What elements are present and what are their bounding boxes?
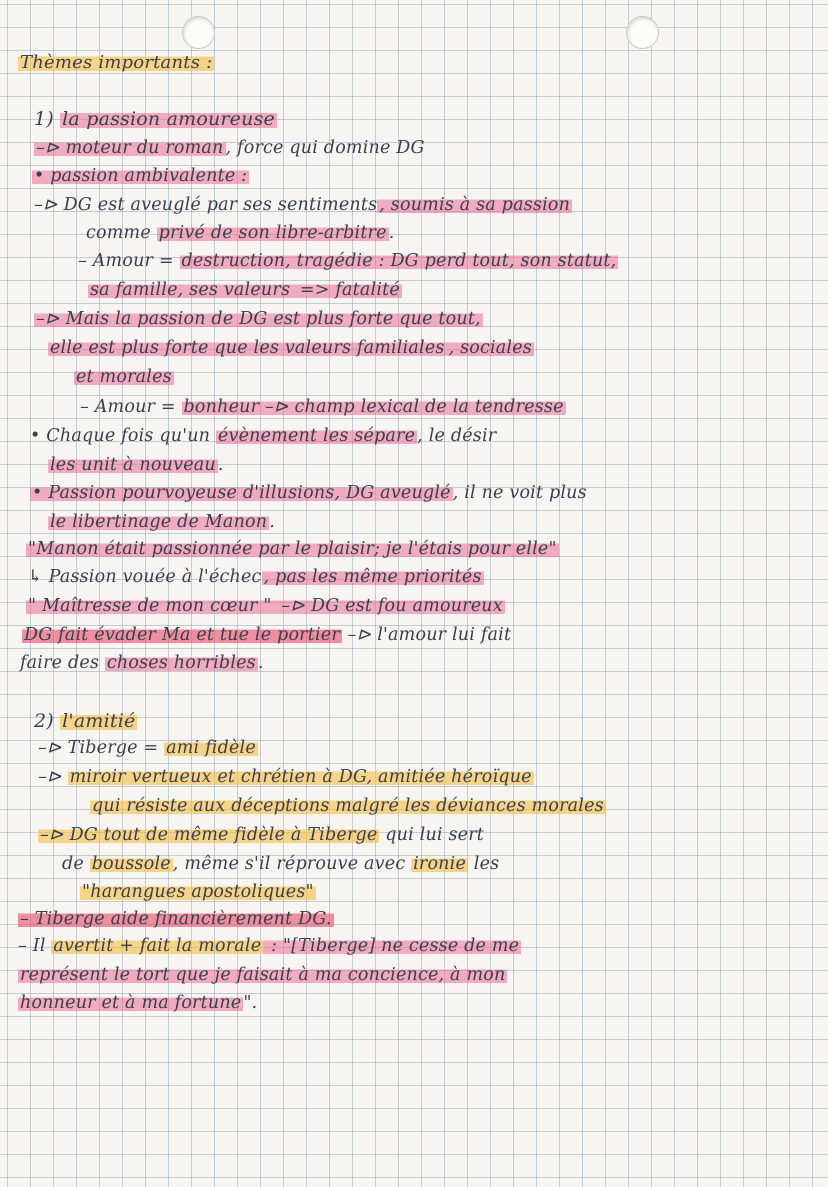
text-span: DG fait évader Ma et tue le portier xyxy=(24,625,340,645)
quote-line xyxy=(18,992,257,1014)
quote-text: "harangues apostoliques" xyxy=(82,882,314,902)
text-span: , pas les même priorités xyxy=(263,567,482,587)
text-span: évènement les sépare xyxy=(217,426,416,446)
text-span: destruction, tragédie : DG perd tout, son statut, xyxy=(181,251,617,271)
quote-line xyxy=(26,595,505,617)
text-span: ". xyxy=(243,993,258,1013)
text-span: miroir vertueux et chrétien à DG, amitiée héroïque xyxy=(69,767,532,787)
note-line xyxy=(30,425,496,447)
punch-hole xyxy=(626,16,659,49)
text-span: faire des xyxy=(20,653,105,673)
note-line xyxy=(20,652,264,674)
text-span: • passion ambivalente : xyxy=(34,166,248,186)
quote-text: représent le tort que je faisait à ma concience, à mon xyxy=(20,965,506,985)
note-line xyxy=(38,737,258,759)
title-text: Thèmes importants : xyxy=(20,52,213,73)
note-line xyxy=(38,766,534,788)
text-span: –⊳ l'amour lui fait xyxy=(341,625,512,645)
text-span: sa famille, ses valeurs xyxy=(90,280,291,300)
text-span: de xyxy=(62,854,90,874)
quote-text: " Maîtresse de mon cœur " xyxy=(28,596,272,616)
text-span: , même s'il réprouve avec xyxy=(172,854,412,874)
note-line xyxy=(22,624,511,646)
text-span: avertit + fait la morale xyxy=(53,936,262,956)
note-line xyxy=(48,511,275,533)
note-line xyxy=(34,308,483,330)
note-line xyxy=(28,566,484,588)
text-span: , force qui domine DG xyxy=(225,138,425,158)
text-span: –⊳ DG est fou amoureux xyxy=(275,596,503,616)
note-line xyxy=(18,908,334,930)
text-span: , sociales xyxy=(448,338,532,358)
note-line xyxy=(80,396,566,418)
heading-text: l'amitié xyxy=(62,710,136,732)
note-line xyxy=(34,137,425,159)
note-line xyxy=(74,366,174,388)
text-span: bonheur –⊳ champ lexical de la tendresse xyxy=(183,397,564,417)
text-span: – Amour = xyxy=(78,251,180,271)
text-span: . xyxy=(257,653,264,673)
text-span: qui résiste aux déceptions malgré les déviances morales xyxy=(92,796,604,816)
text-span: elle est plus forte que les valeurs familiales xyxy=(50,338,445,358)
text-span: choses horribles xyxy=(106,653,256,673)
text-span: , soumis à sa passion xyxy=(379,195,571,215)
note-line xyxy=(48,337,534,359)
text-span: ironie xyxy=(413,854,467,874)
text-span: • Chaque fois qu'un xyxy=(30,426,216,446)
text-span: – Tiberge aide financièrement DG. xyxy=(20,909,332,929)
text-span: • Passion pourvoyeuse d'illusions, DG aveuglé xyxy=(32,483,451,503)
note-line xyxy=(86,222,394,244)
quote-text: "Manon était passionnée par le plaisir; je l'étais pour elle" xyxy=(28,539,557,559)
punch-hole xyxy=(182,16,215,49)
text-span: les unit à nouveau xyxy=(50,455,216,475)
note-line xyxy=(78,250,618,272)
quote-line xyxy=(26,538,559,560)
text-span: – Amour = xyxy=(80,397,182,417)
note-line xyxy=(48,454,224,476)
note-line xyxy=(18,935,521,957)
text-span: –⊳ DG tout de même fidèle à Tiberge xyxy=(40,825,378,845)
text-span: – Il xyxy=(18,936,52,956)
text-span: privé de son libre-arbitre xyxy=(158,223,387,243)
text-span: –⊳ DG est aveuglé par ses sentiments xyxy=(34,195,378,215)
text-span: le libertinage de Manon xyxy=(50,512,268,532)
text-span: ami fidèle xyxy=(166,738,256,758)
section-1-heading xyxy=(34,108,277,130)
note-line xyxy=(88,279,402,301)
text-span: –⊳ Tiberge = xyxy=(38,738,165,758)
text-span: et morales xyxy=(76,367,172,387)
note-line xyxy=(32,165,249,187)
quote-line xyxy=(80,881,316,903)
text-span: boussole xyxy=(91,854,171,874)
text-span: , il ne voit plus xyxy=(452,483,587,503)
text-span: –⊳ moteur du roman xyxy=(36,138,224,158)
text-span: ↳ Passion vouée à l'échec xyxy=(28,567,262,587)
note-line xyxy=(90,795,606,817)
quote-text: honneur et à ma fortune xyxy=(20,993,242,1013)
text-span: . xyxy=(269,512,276,532)
note-line xyxy=(62,853,499,875)
text-span: => fatalité xyxy=(294,280,400,300)
text-span: –⊳ Mais la passion de DG est plus forte que tout, xyxy=(36,309,481,329)
text-span: les xyxy=(468,854,500,874)
section-number: 2) xyxy=(34,710,54,732)
text-span: –⊳ xyxy=(38,767,68,787)
note-line xyxy=(34,194,572,216)
text-span: comme xyxy=(86,223,157,243)
text-span: , le désir xyxy=(417,426,497,446)
text-span: . xyxy=(388,223,395,243)
text-span: qui lui sert xyxy=(379,825,485,845)
quote-line xyxy=(18,964,507,986)
page-title xyxy=(18,52,214,74)
note-line xyxy=(38,824,484,846)
note-line xyxy=(30,482,587,504)
section-2-heading xyxy=(34,710,137,732)
text-span: . xyxy=(217,455,224,475)
section-number: 1) xyxy=(34,108,54,130)
text-span: : "[Tiberge] ne cesse de me xyxy=(265,936,520,956)
heading-text: la passion amoureuse xyxy=(62,108,275,130)
